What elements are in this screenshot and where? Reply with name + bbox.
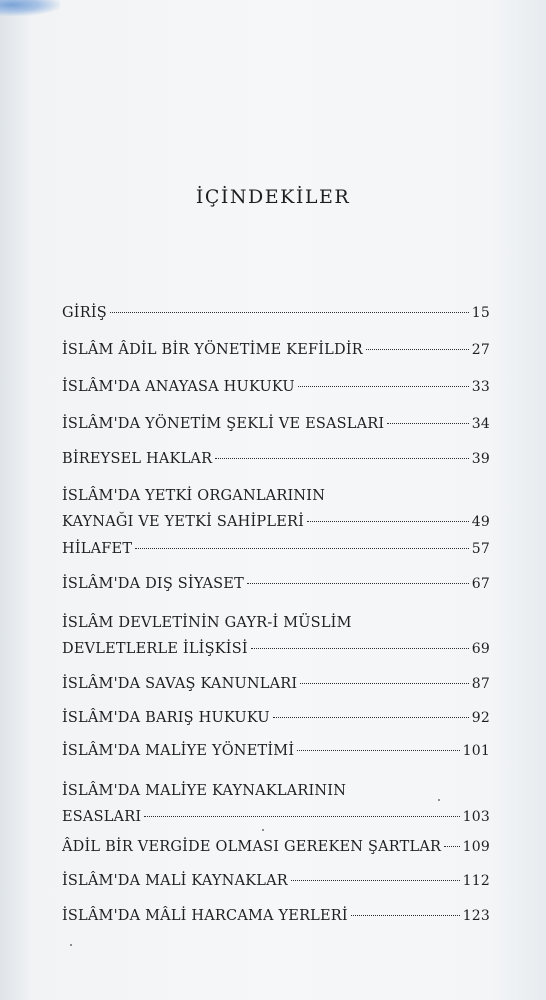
dot-leader: [144, 816, 459, 817]
toc-entry-page: 123: [462, 908, 490, 924]
toc-entry[interactable]: [62, 610, 490, 662]
dot-leader: [297, 750, 459, 751]
dot-leader: [307, 521, 469, 522]
dot-leader: [110, 312, 469, 313]
toc-entry-page: 57: [471, 541, 490, 557]
toc-entry-title: İSLÂM'DA MALİYE KAYNAKLARININ: [62, 783, 347, 799]
toc-entry-title: İSLÂM'DA ANAYASA HUKUKU: [62, 379, 295, 395]
toc-entry[interactable]: [62, 671, 490, 697]
dot-leader: [444, 846, 460, 847]
toc-entry-title: GİRİŞ: [62, 305, 107, 321]
toc-entry[interactable]: [62, 374, 490, 400]
dot-leader: [215, 458, 469, 459]
toc-entry-page: 67: [471, 576, 490, 592]
toc-entry[interactable]: [62, 411, 490, 437]
toc-entry-page: 33: [471, 379, 490, 395]
toc-entry-title: İSLÂM DEVLETİNİN GAYR-İ MÜSLİM: [62, 615, 352, 631]
toc-entry-title-cont: KAYNAĞI VE YETKİ SAHİPLERİ: [62, 514, 305, 530]
dot-leader: [247, 583, 469, 584]
toc-entry-page: 39: [471, 451, 490, 467]
dot-leader: [298, 386, 469, 387]
toc-entry[interactable]: [62, 705, 490, 731]
paper-speck: [262, 829, 264, 831]
toc-entry-page: 49: [471, 514, 490, 530]
toc-entry-title: İSLÂM'DA YETKİ ORGANLARININ: [62, 488, 326, 504]
toc-entry-title: HİLAFET: [62, 541, 133, 557]
toc-entry[interactable]: [62, 337, 490, 363]
toc-entry-page: 109: [462, 839, 490, 855]
dot-leader: [251, 648, 469, 649]
toc-entry-title: İSLÂM'DA MÂLİ HARCAMA YERLERİ: [62, 908, 348, 924]
page-title: İÇİNDEKİLER: [195, 186, 351, 208]
paper-speck: [438, 799, 440, 801]
toc-entry-page: 101: [462, 743, 490, 759]
toc-entry-title: İSLÂM'DA MALİYE YÖNETİMİ: [62, 743, 295, 759]
toc-entry[interactable]: [62, 778, 490, 830]
toc-entry-title: İSLÂM'DA MALİ KAYNAKLAR: [62, 873, 288, 889]
dot-leader: [300, 683, 468, 684]
toc-entry[interactable]: [62, 834, 490, 860]
toc-entry-title: İSLÂM'DA SAVAŞ KANUNLARI: [62, 676, 298, 692]
toc-entry-page: 112: [462, 873, 490, 889]
toc-entry-title-cont: ESASLARI: [62, 809, 142, 825]
toc-entry[interactable]: [62, 300, 490, 326]
toc-entry-page: 34: [471, 416, 490, 432]
toc-entry-title-cont: DEVLETLERLE İLİŞKİSİ: [62, 641, 248, 657]
toc-entry[interactable]: [62, 483, 490, 535]
toc-entry-title: BİREYSEL HAKLAR: [62, 451, 213, 467]
toc-entry-page: 92: [471, 710, 490, 726]
toc-entry-page: 103: [462, 809, 490, 825]
dot-leader: [273, 717, 469, 718]
toc-entry[interactable]: [62, 446, 490, 472]
toc-entry[interactable]: [62, 571, 490, 597]
toc-entry-page: 69: [471, 641, 490, 657]
toc-entry-title: İSLÂM ÂDİL BİR YÖNETİME KEFİLDİR: [62, 342, 363, 358]
ink-blot: [0, 0, 60, 16]
toc-entry[interactable]: [62, 868, 490, 894]
toc-entry-title: İSLÂM'DA YÖNETİM ŞEKLİ VE ESASLARI: [62, 416, 385, 432]
toc-entry-title: ÂDİL BİR VERGİDE OLMASI GEREKEN ŞARTLAR: [62, 839, 442, 855]
paper-speck: [70, 944, 72, 946]
toc-entry-page: 87: [471, 676, 490, 692]
toc-entry-title: İSLÂM'DA BARIŞ HUKUKU: [62, 710, 270, 726]
dot-leader: [387, 423, 468, 424]
toc-entry-title: İSLÂM'DA DIŞ SİYASET: [62, 576, 244, 592]
dot-leader: [351, 915, 460, 916]
toc-entry-page: 27: [471, 342, 490, 358]
dot-leader: [366, 349, 469, 350]
toc-entry[interactable]: [62, 738, 490, 764]
toc-entry[interactable]: [62, 903, 490, 929]
toc-entry-page: 15: [471, 305, 490, 321]
dot-leader: [291, 880, 460, 881]
toc-entry[interactable]: [62, 536, 490, 562]
dot-leader: [135, 548, 469, 549]
